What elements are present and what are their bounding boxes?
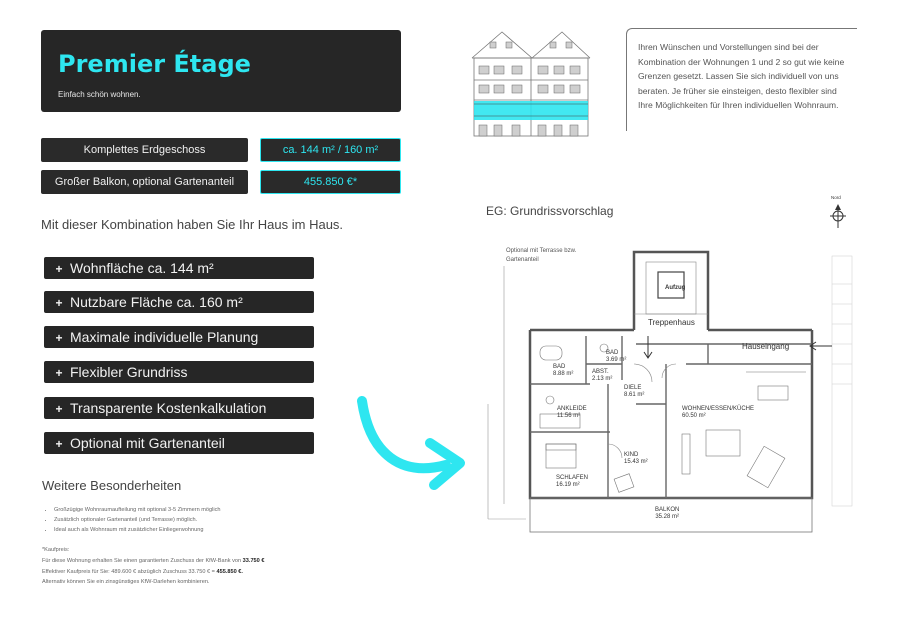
plus-icon: +: [55, 402, 63, 416]
terrace-note: Optional mit Terrasse bzw. Gartenanteil: [506, 248, 577, 263]
plus-icon: +: [55, 296, 63, 310]
footnote-line: [42, 558, 264, 564]
footnote-text: Effektiver Kaufpreis für Sie: 489.600 € abzüglich Zuschuss 33.750 € =: [42, 569, 217, 575]
feature-item: [44, 361, 314, 383]
feature-label: Wohnfläche ca. 144 m²: [70, 260, 214, 276]
floorplan-title: EG: Grundrissvorschlag: [486, 204, 614, 218]
list-item: • Großzügige Wohnraumaufteilung mit optional 3-5 Zimmern möglich: [54, 505, 221, 515]
footnote-amount: 455.850 €.: [216, 569, 243, 575]
feature-item: [44, 257, 314, 279]
plus-icon: +: [55, 437, 63, 451]
cyan-arrow-icon: [356, 395, 468, 490]
plus-icon: +: [55, 366, 63, 380]
page-subtitle: Einfach schön wohnen.: [58, 90, 141, 99]
footnote-title: *Kaufpreis:: [42, 547, 70, 553]
feature-label: Flexibler Grundriss: [70, 364, 188, 380]
room-label: BAD 8.88 m²: [553, 364, 574, 377]
features-list: [42, 505, 221, 535]
plus-icon: +: [55, 262, 63, 276]
feature-label: Nutzbare Fläche ca. 160 m²: [70, 294, 243, 310]
intro-text: Mit dieser Kombination haben Sie Ihr Haus im Haus.: [41, 217, 344, 232]
footnote-text: Für diese Wohnung erhalten Sie einen garantierten Zuschuss der KfW-Bank von: [42, 558, 243, 564]
hero-card: [41, 30, 401, 112]
feature-label: Transparente Kostenkalkulation: [70, 400, 267, 416]
pricing-label-area: Komplettes Erdgeschoss: [41, 138, 248, 162]
list-item: • Zusätzlich optionaler Gartenanteil (und Terrasse) möglich.: [54, 515, 221, 525]
feature-label: Optional mit Gartenanteil: [70, 435, 225, 451]
room-label: ABST. 2.13 m²: [592, 369, 613, 382]
room-label: BAD 3.69 m²: [606, 350, 627, 363]
description-text: Ihren Wünschen und Vorstellungen sind bei der Kombination der Wohnungen 1 und 2 so gut wie keine Grenzen gesetzt. Lassen Sie sich individuell von uns beraten. Je früher sie einsteigen, desto flexibler sind Ihre Möglichkeiten für Ihren individuellen Wohnraum.: [638, 42, 845, 111]
list-item: • Ideal auch als Wohnraum mit zusätzlicher Einliegerwohnung: [54, 525, 221, 535]
room-label: KIND 15.43 m²: [624, 452, 648, 465]
north-label: Nord: [831, 195, 841, 200]
feature-item: [44, 397, 314, 419]
feature-label: Maximale individuelle Planung: [70, 329, 259, 345]
pricing-value-area: ca. 144 m² / 160 m²: [260, 138, 401, 162]
section-heading: Weitere Besonderheiten: [42, 478, 182, 493]
room-label: WOHNEN/ESSEN/KÜCHE 60.50 m²: [682, 406, 755, 419]
room-label: DIELE 8.61 m²: [624, 385, 645, 398]
room-label: ANKLEIDE 11.56 m²: [557, 406, 587, 419]
pricing-label-price: Großer Balkon, optional Gartenanteil: [41, 170, 248, 194]
plus-icon: +: [55, 331, 63, 345]
feature-item: [44, 432, 314, 454]
building-elevation-illustration: [468, 28, 596, 138]
elevator-label: Aufzug: [665, 285, 686, 291]
staircase-label: Treppenhaus: [648, 318, 695, 327]
feature-item: [44, 291, 314, 313]
footnote-line: Alternativ können Sie ein zinsgünstiges KfW-Darlehen kombinieren.: [42, 579, 210, 585]
footnote-line: [42, 569, 243, 575]
page-title: Premier Étage: [58, 50, 251, 78]
room-label: BALKON 35.28 m²: [655, 507, 680, 520]
entrance-label: Hauseingang: [742, 342, 790, 351]
pricing-value-price: 455.850 €*: [260, 170, 401, 194]
north-compass-icon: [828, 194, 848, 234]
feature-item: [44, 326, 314, 348]
footnote-amount: 33.750 €: [242, 558, 265, 564]
room-label: SCHLAFEN 16.19 m²: [556, 475, 589, 488]
